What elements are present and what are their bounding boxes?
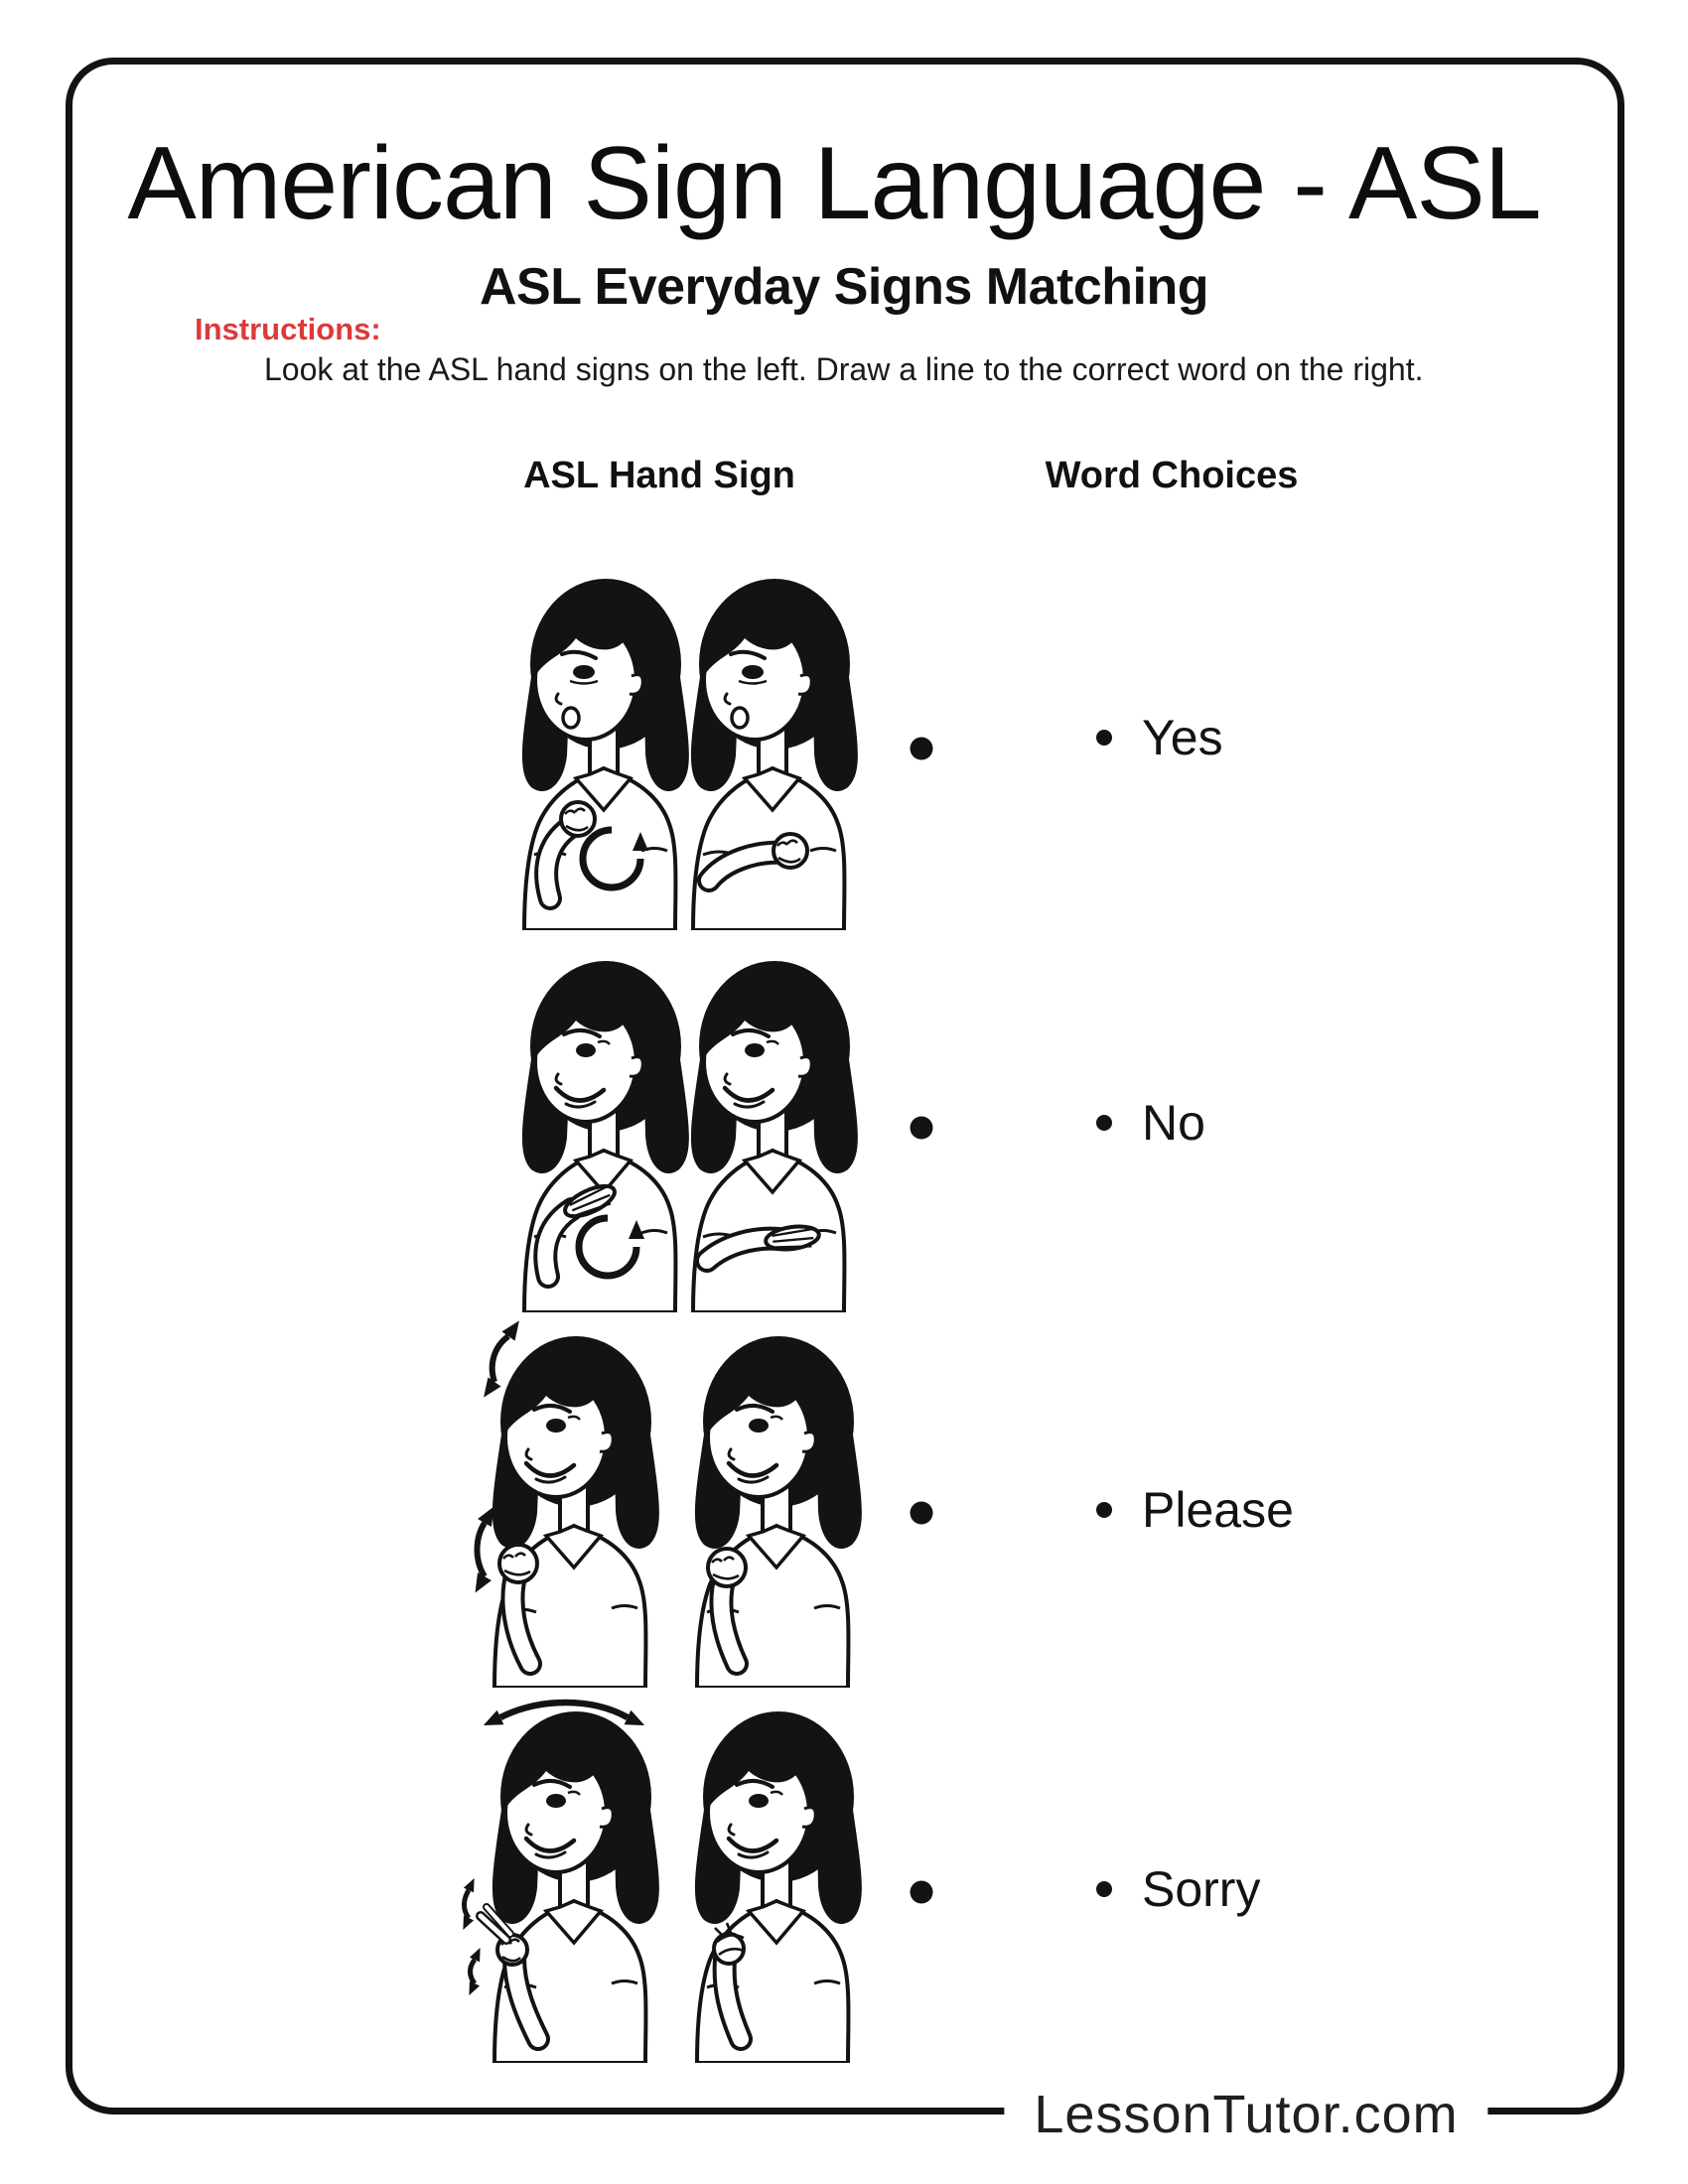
asl-sign-sorry-illustration-2	[643, 561, 892, 930]
word-label: Sorry	[1142, 1861, 1261, 1917]
word-label: Yes	[1142, 710, 1223, 765]
sign-connector-dot-sorry	[911, 738, 933, 760]
page-title: American Sign Language - ASL	[127, 126, 1541, 241]
word-option-sorry	[1096, 1859, 1260, 1919]
word-label: Please	[1142, 1482, 1294, 1538]
sign-connector-dot-please	[911, 1117, 933, 1140]
word-option-no	[1096, 1093, 1205, 1153]
asl-sign-no-illustration-2	[647, 1694, 896, 2063]
word-option-please	[1096, 1480, 1294, 1540]
footer-brand: LessonTutor.com	[1004, 2082, 1487, 2147]
sign-connector-dot-yes	[911, 1502, 933, 1525]
column-header-hand-signs: ASL Hand Sign	[523, 455, 795, 496]
sign-connector-dot-no	[911, 1881, 933, 1904]
asl-sign-yes-illustration-2	[647, 1318, 896, 1688]
word-connector-dot-no	[1096, 1115, 1112, 1131]
word-connector-dot-sorry	[1096, 1881, 1112, 1897]
word-option-yes	[1096, 708, 1223, 767]
asl-sign-please-illustration-2	[643, 943, 892, 1312]
instructions-text: Look at the ASL hand signs on the left. Draw a line to the correct word on the right.	[264, 351, 1424, 387]
word-connector-dot-yes	[1096, 730, 1112, 746]
column-header-word-choices: Word Choices	[1045, 455, 1299, 496]
word-connector-dot-please	[1096, 1502, 1112, 1518]
instructions-label: Instructions:	[195, 312, 381, 346]
word-label: No	[1142, 1095, 1205, 1151]
worksheet-subtitle: ASL Everyday Signs Matching	[480, 258, 1208, 316]
